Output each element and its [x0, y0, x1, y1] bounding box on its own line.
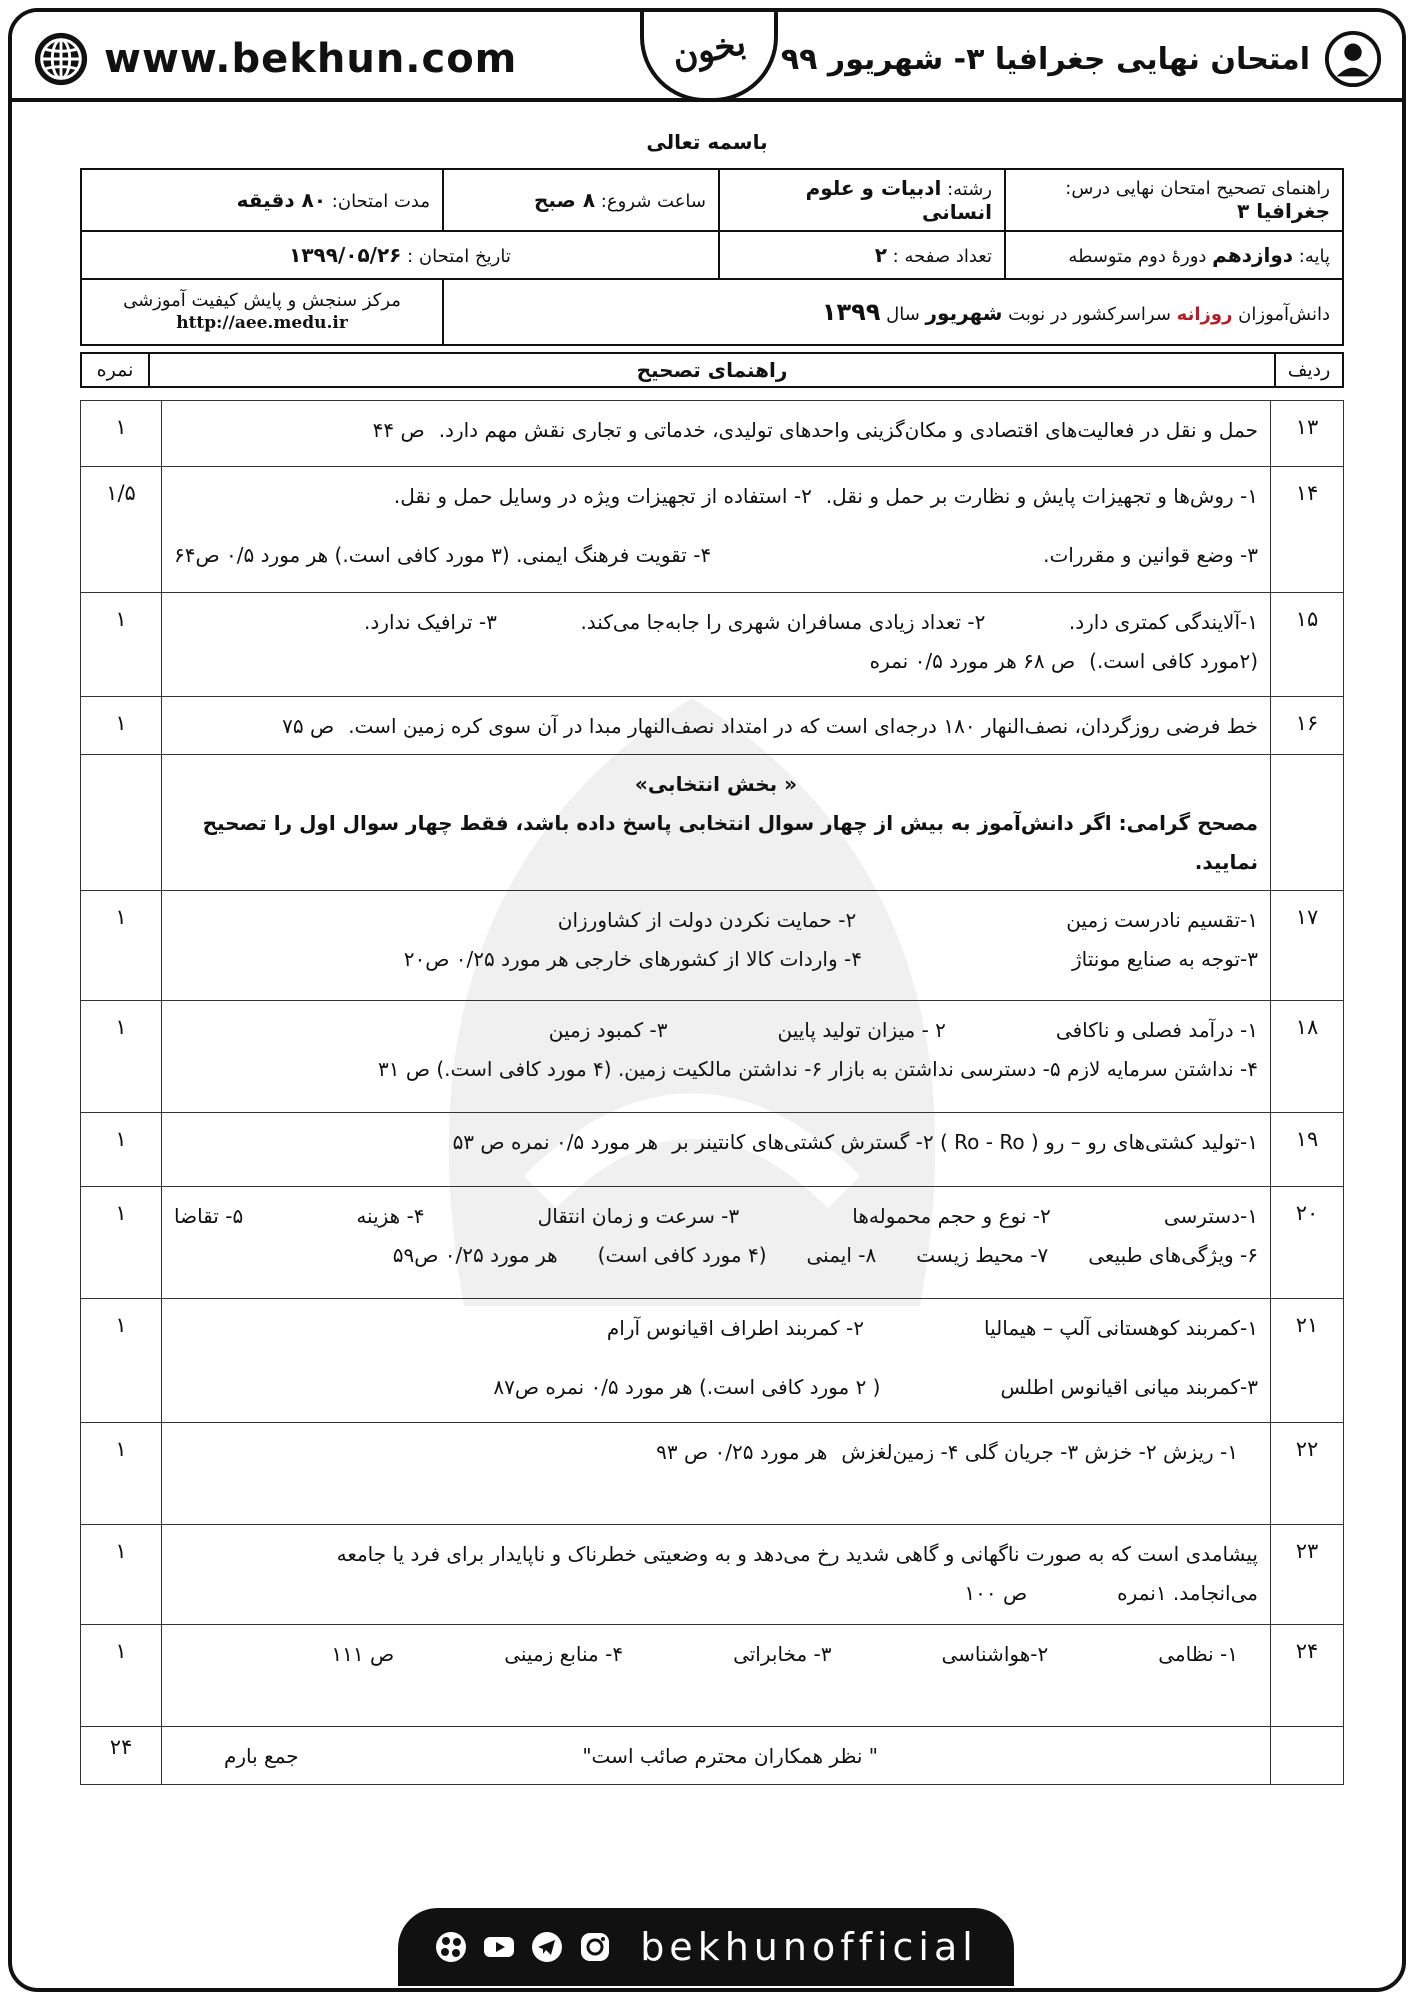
- students-mid: سراسرکشور در نوبت: [1008, 304, 1171, 325]
- question-number: ۱۸: [1271, 1001, 1344, 1113]
- score-label: نمره: [81, 353, 149, 387]
- answer-19-per: هر مورد ۰/۵ نمره ص ۵۳: [452, 1130, 659, 1154]
- answer-20-item-7: ۷- محیط زیست: [916, 1243, 1049, 1267]
- answer-text: [162, 1625, 1271, 1727]
- students-daily: روزانه: [1176, 304, 1233, 325]
- guide-header-table: [80, 352, 1344, 388]
- answer-24-item-2: ۲-هواشناسی: [941, 1642, 1049, 1666]
- question-score: ۱: [81, 1187, 162, 1299]
- answer-14-note: (۳ مورد کافی است.): [334, 543, 510, 567]
- duration-value: ۸۰ دقیقه: [236, 188, 327, 212]
- answer-16-ref: ص ۷۵: [282, 714, 335, 738]
- answer-21-item-1: ۱-کمربند کوهستانی آلپ – هیمالیا: [984, 1316, 1258, 1340]
- table-row: [81, 697, 1344, 755]
- section-spacer: [1271, 755, 1344, 891]
- answer-22-text: ۱- ریزش ۲- خزش ۳- جریان گلی ۴- زمین‌لغزش: [841, 1440, 1238, 1464]
- question-number: ۲۰: [1271, 1187, 1344, 1299]
- youtube-icon[interactable]: [482, 1930, 516, 1964]
- table-row: [81, 1525, 1344, 1625]
- answer-text: [162, 1001, 1271, 1113]
- guide-title: راهنمای تصحیح: [149, 353, 1275, 387]
- answer-15-item-2: ۲- تعداد زیادی مسافران شهری را جابه‌جا می‌کند.: [580, 610, 986, 634]
- basmala: باسمه تعالی: [646, 130, 768, 154]
- students-cell: [443, 279, 1343, 345]
- footer-body: [162, 1727, 1271, 1785]
- answer-24-item-3: ۳- مخابراتی: [733, 1642, 832, 1666]
- answer-14-item-4: ۴- تقویت فرهنگ ایمنی.: [516, 543, 712, 567]
- question-score: ۱: [81, 1113, 162, 1187]
- answer-text: [162, 1423, 1271, 1525]
- answer-text: [162, 891, 1271, 1001]
- date-label: تاریخ امتحان :: [407, 246, 511, 267]
- answer-text: [162, 1187, 1271, 1299]
- social-bar: [398, 1908, 1014, 1986]
- answer-18-item-1: ۱- درآمد فصلی و ناکافی: [1055, 1018, 1258, 1042]
- answer-24-item-4: ۴- منابع زمینی: [504, 1642, 624, 1666]
- grade-rest: دورهٔ دوم متوسطه: [1068, 246, 1207, 267]
- students-year: ۱۳۹۹: [821, 298, 881, 326]
- answer-15-per: ص ۶۸ هر مورد ۰/۵ نمره: [869, 649, 1076, 673]
- question-score: ۱: [81, 593, 162, 697]
- answer-15-item-1: ۱-آلایندگی کمتری دارد.: [1068, 610, 1258, 634]
- answer-text: [162, 401, 1271, 467]
- center-url[interactable]: http://aee.medu.ir: [176, 312, 348, 333]
- section-spacer: [81, 755, 162, 891]
- answer-24-item-1: ۱- نظامی: [1158, 1642, 1238, 1666]
- pages-value: ۲: [874, 243, 887, 267]
- center-cell: [81, 279, 443, 345]
- start-cell: [443, 169, 719, 231]
- date-cell: [81, 231, 719, 279]
- duration-label: مدت امتحان:: [331, 191, 430, 212]
- answer-18-item-2: ۲ - میزان تولید پایین: [777, 1018, 946, 1042]
- question-number: ۱۴: [1271, 467, 1344, 593]
- question-number: ۲۳: [1271, 1525, 1344, 1625]
- question-score: ۱/۵: [81, 467, 162, 593]
- answer-17-ref: ص۲۰: [403, 947, 450, 971]
- social-handle[interactable]: bekhunofficial: [640, 1925, 978, 1969]
- answer-16-text: خط فرضی روزگردان، نصف‌النهار ۱۸۰ درجه‌ای است که در امتداد نصف‌النهار مبدا در آن سوی کره زمین است.: [348, 714, 1258, 738]
- table-row: [81, 1187, 1344, 1299]
- answer-13-ref: ص ۴۴: [372, 418, 425, 442]
- row-label: ردیف: [1275, 353, 1343, 387]
- question-number: ۲۱: [1271, 1299, 1344, 1423]
- table-row: [81, 401, 1344, 467]
- answer-17-item-1: ۱-تقسیم نادرست زمین: [1066, 908, 1258, 932]
- start-label: ساعت شروع:: [600, 191, 706, 212]
- answer-22-per: هر مورد ۰/۲۵ ص ۹۳: [656, 1440, 828, 1464]
- question-number: ۱۷: [1271, 891, 1344, 1001]
- answer-20-item-6: ۶- ویژگی‌های طبیعی: [1088, 1243, 1258, 1267]
- answer-17-item-3: ۳-توجه به صنایع مونتاژ: [1071, 947, 1258, 971]
- exam-title: [781, 30, 1382, 88]
- field-label: رشته:: [947, 179, 992, 200]
- table-row: [81, 593, 1344, 697]
- question-number: ۲۲: [1271, 1423, 1344, 1525]
- duration-cell: [81, 169, 443, 231]
- header-bar: [12, 12, 1402, 102]
- answer-19-text: ۱-تولید کشتی‌های رو – رو ( Ro - Ro ) ۲- گسترش کشتی‌های کانتینر بر: [672, 1130, 1258, 1154]
- students-year-label: سال: [886, 304, 920, 325]
- center-name: مرکز سنجش و پایش کیفیت آموزشی: [123, 290, 401, 312]
- logo-text: بخون: [668, 22, 750, 78]
- question-number: ۱۳: [1271, 401, 1344, 467]
- answers-table: [80, 400, 1344, 1785]
- site-link[interactable]: [32, 30, 517, 88]
- answer-18-item-3: ۳- کمبود زمین: [548, 1018, 668, 1042]
- answer-text: [162, 1113, 1271, 1187]
- answer-24-ref: ص ۱۱۱: [331, 1642, 395, 1666]
- question-score: ۱: [81, 1423, 162, 1525]
- answer-20-per: هر مورد ۰/۲۵ ص۵۹: [392, 1243, 558, 1267]
- question-score: ۱: [81, 401, 162, 467]
- total-spacer: [1271, 1727, 1344, 1785]
- answer-20-note: (۴ مورد کافی است): [597, 1243, 767, 1267]
- total-label: جمع بارم: [224, 1744, 299, 1768]
- table-row: [81, 1001, 1344, 1113]
- field-cell: [719, 169, 1005, 231]
- table-row: [81, 891, 1344, 1001]
- course-cell: [1005, 169, 1343, 231]
- answer-14-per: هر مورد ۰/۵ ص۶۴: [174, 543, 329, 567]
- question-score: ۱: [81, 1001, 162, 1113]
- question-number: ۱۶: [1271, 697, 1344, 755]
- answer-text: [162, 1525, 1271, 1625]
- footer-note: " نظر همکاران محترم صائب است": [582, 1744, 878, 1768]
- table-row: [81, 1299, 1344, 1423]
- total-row: [81, 1727, 1344, 1785]
- table-row: [81, 1423, 1344, 1525]
- answer-14-item-2: ۲- استفاده از تجهیزات ویژه در وسایل حمل و نقل.: [393, 484, 812, 508]
- exam-title-text: امتحان نهایی جغرافیا ۳- شهریور ۹۹: [780, 41, 1310, 77]
- answer-17-item-2: ۲- حمایت نکردن دولت از کشاورزان: [557, 908, 857, 932]
- answer-13-text: حمل و نقل در فعالیت‌های اقتصادی و مکان‌گزینی واحدهای تولیدی، خدماتی و تجاری نقش مهم دارد.: [438, 418, 1258, 442]
- answer-20-item-2: ۲- نوع و حجم محموله‌ها: [852, 1204, 1051, 1228]
- answer-15-note: (۲مورد کافی است.): [1089, 649, 1258, 673]
- question-number: ۱۹: [1271, 1113, 1344, 1187]
- question-number: ۲۴: [1271, 1625, 1344, 1727]
- answer-21-note: ( ۲ مورد کافی است.): [698, 1375, 881, 1399]
- question-score: ۱: [81, 1299, 162, 1423]
- answer-14-item-3: ۳- وضع قوانین و مقررات.: [1043, 543, 1258, 567]
- answer-17-item-4: ۴- واردات کالا از کشورهای خارجی: [575, 947, 862, 971]
- answer-text: [162, 593, 1271, 697]
- table-row: [81, 1113, 1344, 1187]
- answer-21-item-3: ۳-کمربند میانی اقیانوس اطلس: [1000, 1375, 1258, 1399]
- answer-text: [162, 467, 1271, 593]
- pages-cell: [719, 231, 1005, 279]
- logo-badge: [640, 8, 778, 102]
- answer-23-text-2: می‌انجامد. ۱نمره: [1117, 1581, 1258, 1605]
- instagram-icon[interactable]: [578, 1930, 612, 1964]
- question-score: ۱: [81, 1625, 162, 1727]
- section-row: [81, 755, 1344, 891]
- students-prefix: دانش‌آموزان: [1238, 304, 1330, 325]
- section-title: « بخش انتخابی»: [634, 772, 798, 796]
- answer-21-item-2: ۲- کمربند اطراف اقیانوس آرام: [606, 1316, 865, 1340]
- section-note: مصحح گرامی: اگر دانش‌آموز به بیش از چهار سوال انتخابی پاسخ داده باشد، فقط چهار سوال اول را تصحیح نمایید.: [202, 811, 1258, 874]
- question-score: ۱: [81, 1525, 162, 1625]
- answer-20-item-4: ۴- هزینه: [356, 1204, 425, 1228]
- date-value: ۱۳۹۹/۰۵/۲۶: [289, 243, 402, 267]
- answer-20-item-3: ۳- سرعت و زمان انتقال: [537, 1204, 740, 1228]
- grade-value: دوازدهم: [1212, 243, 1294, 267]
- answer-23-ref: ص ۱۰۰: [964, 1581, 1028, 1605]
- grade-label: پایه:: [1298, 246, 1330, 267]
- course-value: جغرافیا ۳: [1237, 198, 1330, 223]
- start-value: ۸ صبح: [533, 188, 596, 212]
- answer-14-item-1: ۱- روش‌ها و تجهیزات پایش و نظارت بر حمل و نقل.: [825, 484, 1258, 508]
- section-body: [162, 755, 1271, 891]
- answer-text: [162, 697, 1271, 755]
- aparat-icon[interactable]: [434, 1930, 468, 1964]
- answer-15-item-3: ۳- ترافیک ندارد.: [364, 610, 497, 634]
- user-icon: [1324, 30, 1382, 88]
- table-row: [81, 467, 1344, 593]
- answer-20-item-5: ۵- تقاضا: [174, 1204, 244, 1228]
- answer-20-item-1: ۱-دسترسی: [1163, 1204, 1258, 1228]
- field-value: ادبیات و علوم انسانی: [805, 176, 992, 224]
- question-number: ۱۵: [1271, 593, 1344, 697]
- students-month: شهریور: [925, 301, 1003, 325]
- telegram-icon[interactable]: [530, 1930, 564, 1964]
- question-score: ۱: [81, 891, 162, 1001]
- question-score: ۱: [81, 697, 162, 755]
- total-value: ۲۴: [81, 1727, 162, 1785]
- site-url-text: www.bekhun.com: [104, 36, 518, 82]
- grade-cell: [1005, 231, 1343, 279]
- answer-text: [162, 1299, 1271, 1423]
- exam-info-table: [80, 168, 1344, 346]
- answer-20-item-8: ۸- ایمنی: [806, 1243, 877, 1267]
- pages-label: تعداد صفحه :: [892, 246, 992, 267]
- globe-icon: [32, 30, 90, 88]
- table-row: [81, 1625, 1344, 1727]
- answer-18-line-2: ۴- نداشتن سرمایه لازم ۵- دسترسی نداشتن به بازار ۶- نداشتن مالکیت زمین. (۴ مورد کافی است.) ص ۳۱: [378, 1057, 1258, 1081]
- answer-17-per: هر مورد ۰/۲۵: [455, 947, 569, 971]
- answer-21-per: هر مورد ۰/۵ نمره ص۸۷: [493, 1375, 693, 1399]
- answer-23-text-1: پیشامدی است که به صورت ناگهانی و گاهی شدید رخ می‌دهد و به وضعیتی خطرناک و ناپایدار برای فرد یا جامعه: [336, 1542, 1258, 1566]
- course-label: راهنمای تصحیح امتحان نهایی درس:: [1065, 177, 1330, 199]
